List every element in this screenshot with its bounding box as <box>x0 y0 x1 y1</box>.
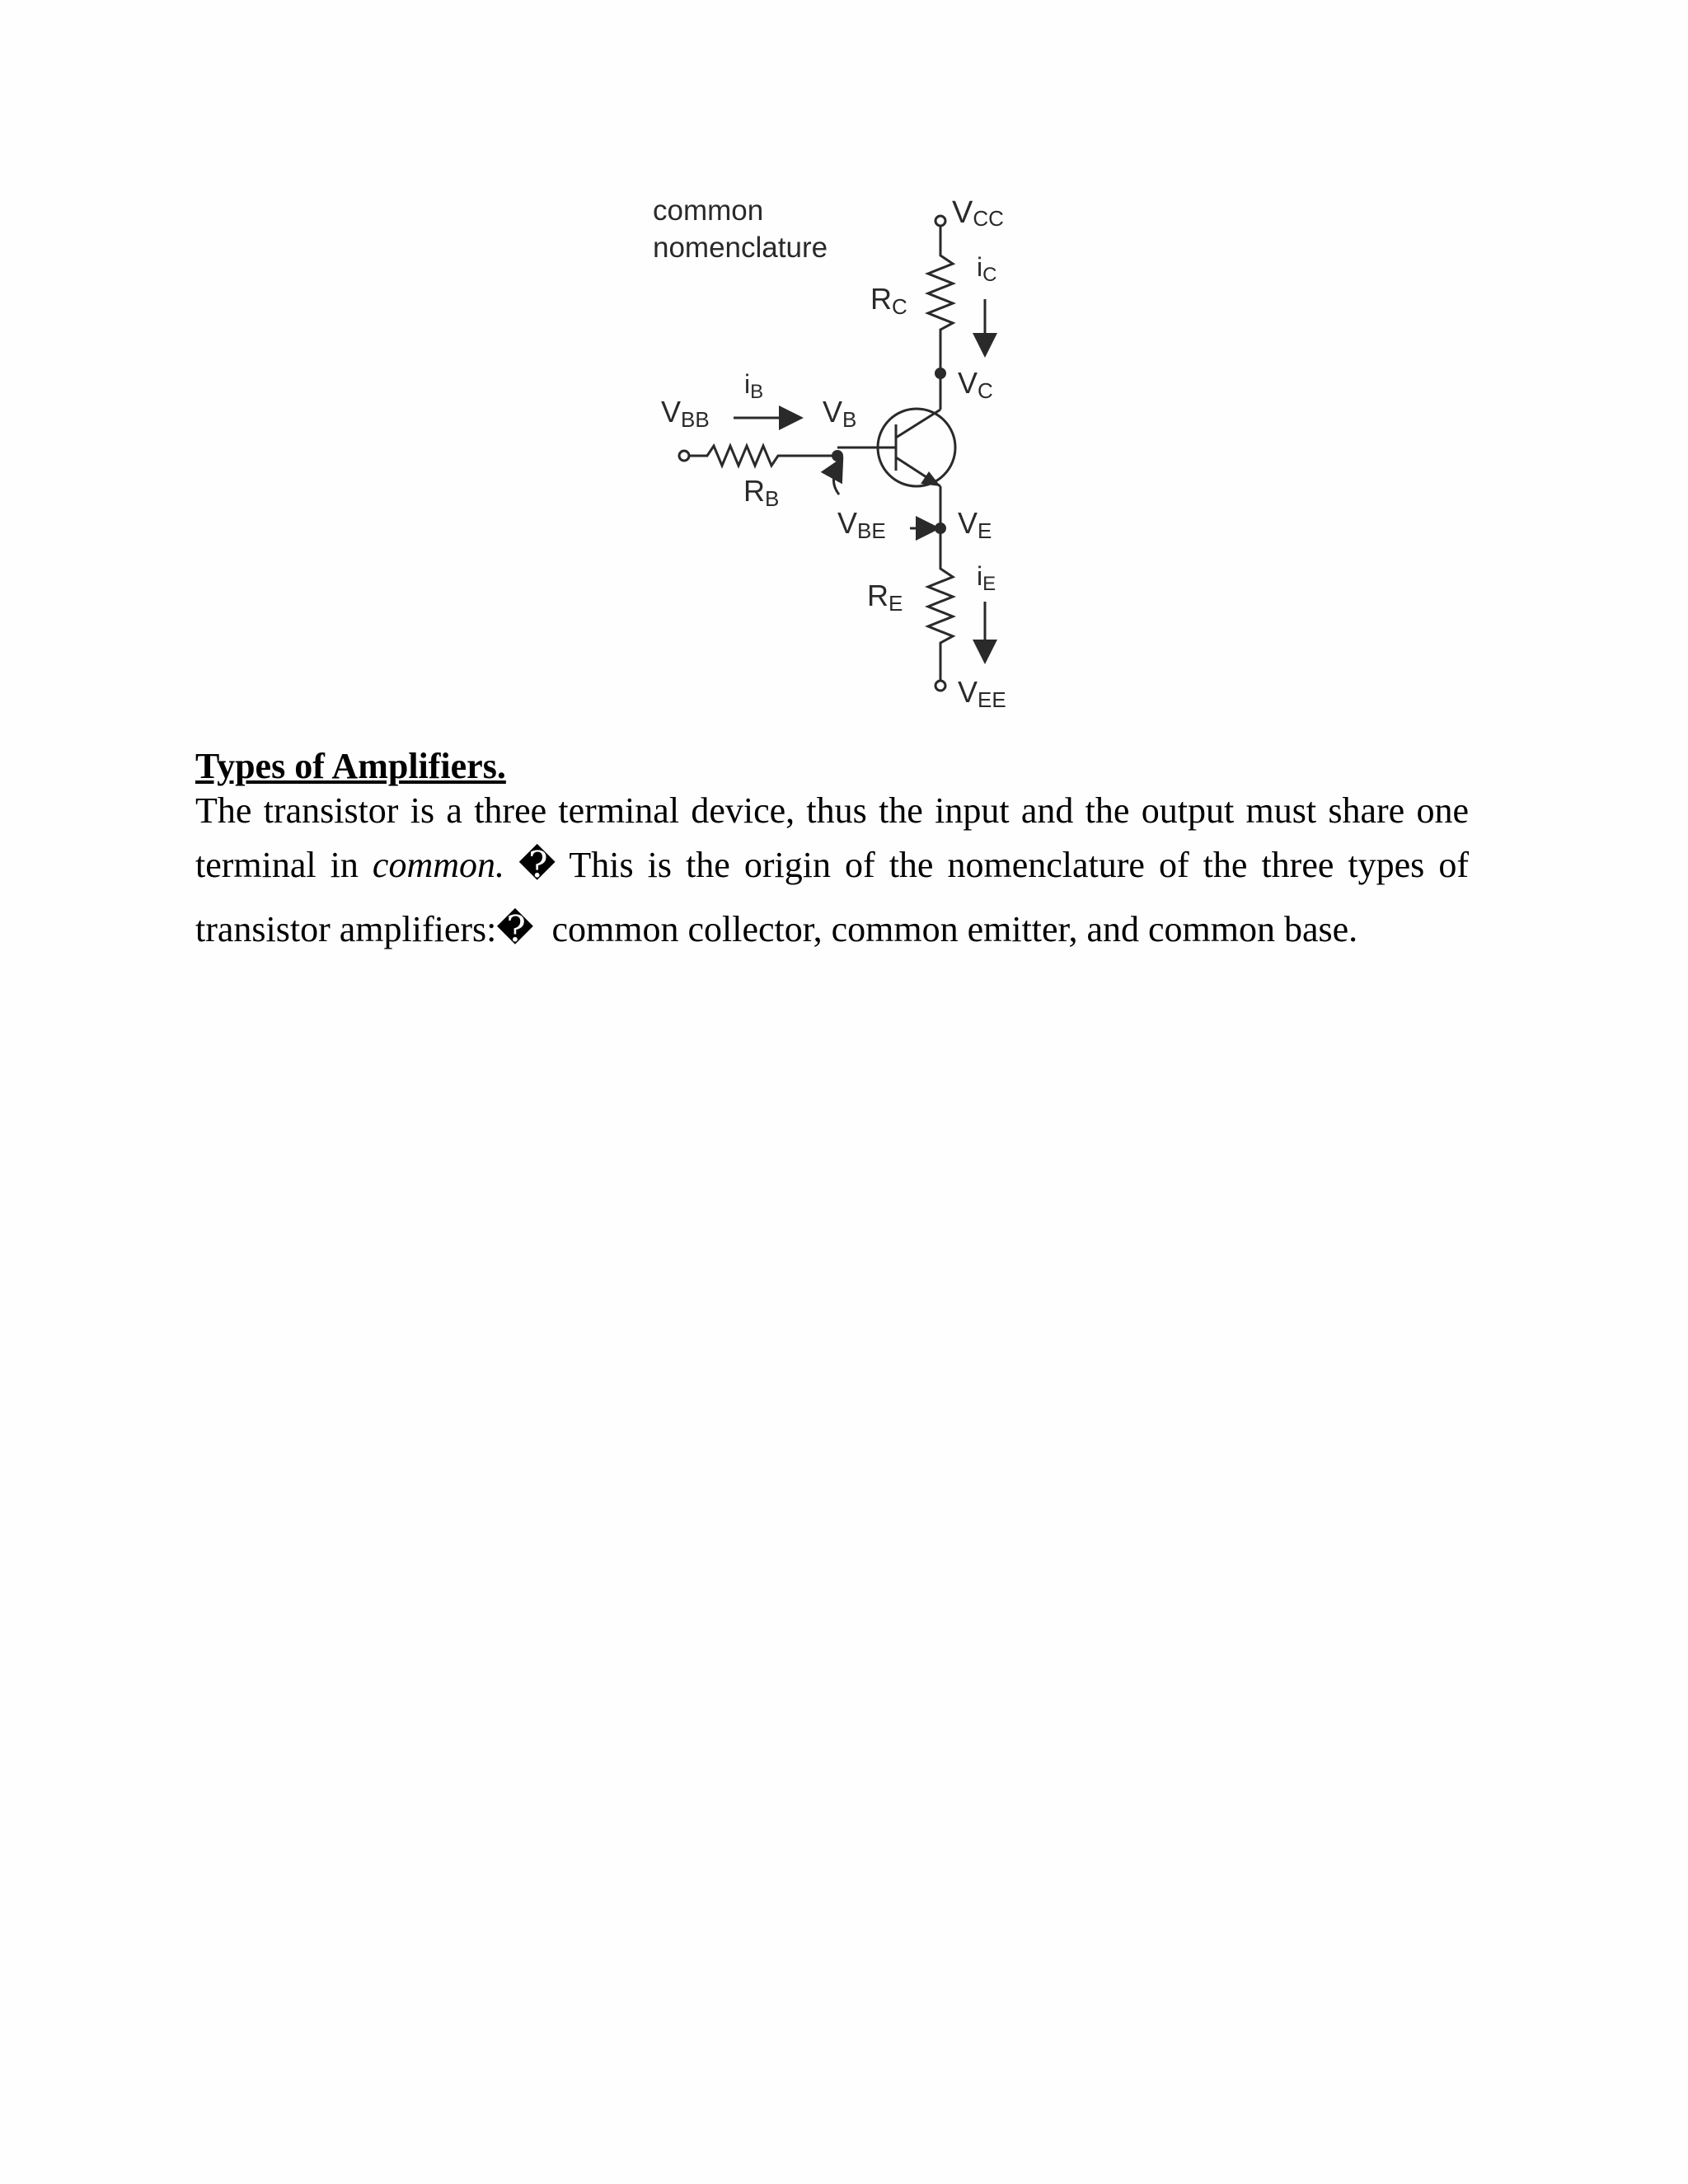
emphasis-common: common. <box>372 845 505 885</box>
label-vbe: VBE <box>837 506 886 543</box>
vbe-curved-arrow-icon <box>833 467 839 494</box>
transistor-circuit-diagram <box>635 177 1113 733</box>
label-vb: VB <box>823 395 857 432</box>
diagram-caption-line2: nomenclature <box>653 232 828 264</box>
amplifier-types-section <box>195 748 1469 948</box>
diagram-caption-line1: common <box>653 194 764 227</box>
line3-start-text: transistor amplifiers:� <box>195 909 534 949</box>
paragraph-line-2 <box>195 847 1469 883</box>
label-rc: RC <box>870 282 907 319</box>
label-vee: VEE <box>958 675 1006 712</box>
line3-end-text: common collector, common emitter, and common base. <box>551 909 1358 949</box>
collector-resistor <box>928 226 953 373</box>
label-vbb: VBB <box>661 395 710 432</box>
emitter-resistor <box>928 528 953 681</box>
vee-terminal <box>935 681 945 691</box>
label-vc: VC <box>958 366 993 403</box>
vbb-terminal <box>679 451 689 461</box>
base-resistor <box>689 446 837 466</box>
label-ie: iE <box>977 561 996 595</box>
transistor-collector-lead <box>896 410 940 438</box>
label-re: RE <box>867 579 903 616</box>
vcc-terminal <box>935 216 945 226</box>
label-ve: VE <box>958 506 992 543</box>
paragraph-line-3 <box>195 909 1469 949</box>
label-ic: iC <box>977 252 997 286</box>
paragraph-line-1: The transistor is a three terminal device, thus the input and the output must share one <box>195 790 1469 831</box>
base-node <box>832 450 843 462</box>
label-vcc: VCC <box>952 195 1004 231</box>
label-rb: RB <box>743 474 780 511</box>
line2-end-text: � This is the origin of the nomenclature of the three types of <box>518 845 1469 885</box>
line2-start-text: terminal in <box>195 845 359 885</box>
section-paragraph <box>195 790 1469 949</box>
section-heading: Types of Amplifiers. <box>195 746 506 786</box>
label-ib: iB <box>744 369 764 403</box>
